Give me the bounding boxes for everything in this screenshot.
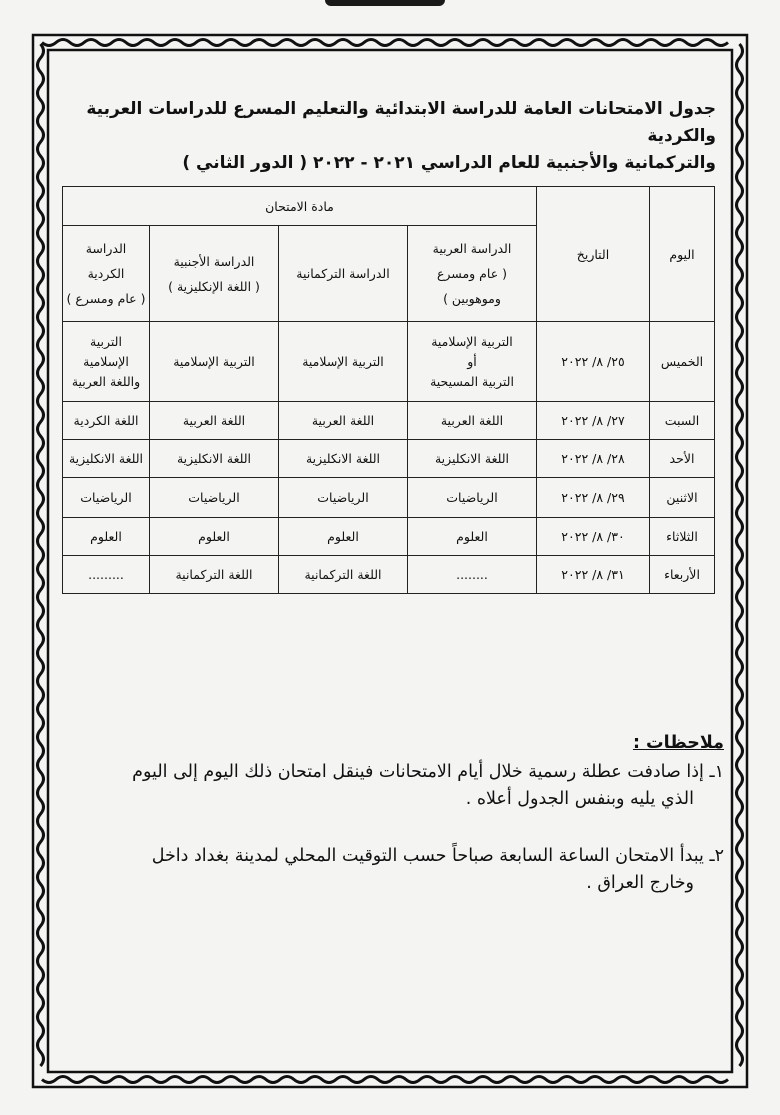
kurdish-subject-cell: اللغة الانكليزية	[63, 440, 150, 478]
kurdish-subject-cell: العلوم	[63, 518, 150, 556]
document-title	[66, 96, 716, 177]
foreign-subject-cell: اللغة التركمانية	[150, 556, 279, 594]
date-cell: ٢٩/ ٨/ ٢٠٢٢	[537, 478, 650, 518]
table-row	[63, 440, 715, 478]
note-2	[64, 843, 724, 897]
foreign-subject-cell: العلوم	[150, 518, 279, 556]
day-cell: الثلاثاء	[650, 518, 715, 556]
kurdish-subject-cell: الرياضيات	[63, 478, 150, 518]
date-cell: ٣٠/ ٨/ ٢٠٢٢	[537, 518, 650, 556]
turkmen-subject-cell: اللغة التركمانية	[279, 556, 408, 594]
arabic-subject-cell: الرياضيات	[408, 478, 537, 518]
turkmen-subject-cell: التربية الإسلامية	[279, 322, 408, 402]
table-row	[63, 556, 715, 594]
note-1-line-1: ١ـ إذا صادفت عطلة رسمية خلال أيام الامتحانات فينقل امتحان ذلك اليوم إلى اليوم	[132, 762, 724, 782]
table-row	[63, 478, 715, 518]
day-column-header: اليوم	[650, 187, 715, 322]
notes-section	[64, 730, 724, 897]
foreign-study-header-line: ( اللغة الإنكليزية )	[168, 278, 260, 294]
kurdish-subject-cell: اللغة الكردية	[63, 402, 150, 440]
day-cell: السبت	[650, 402, 715, 440]
schedule-body	[63, 322, 715, 594]
foreign-subject-cell: الرياضيات	[150, 478, 279, 518]
day-cell: الاثنين	[650, 478, 715, 518]
foreign-subject-cell: اللغة العربية	[150, 402, 279, 440]
turkmen-subject-cell: اللغة العربية	[279, 402, 408, 440]
foreign-study-header	[150, 226, 279, 322]
day-cell: الأحد	[650, 440, 715, 478]
turkmen-study-header	[279, 226, 408, 322]
subject-group-header: مادة الامتحان	[63, 187, 537, 226]
turkmen-subject-cell: اللغة الانكليزية	[279, 440, 408, 478]
day-cell: الخميس	[650, 322, 715, 402]
note-1-line-2: الذي يليه وبنفس الجدول أعلاه .	[465, 789, 694, 809]
date-cell: ٢٧/ ٨/ ٢٠٢٢	[537, 402, 650, 440]
note-1	[64, 759, 724, 813]
arabic-study-header-line: الدراسة العربية	[432, 241, 512, 256]
table-row	[63, 518, 715, 556]
arabic-study-header-line: وموهوبين )	[443, 291, 501, 306]
day-cell: الأربعاء	[650, 556, 715, 594]
turkmen-subject-cell: الرياضيات	[279, 478, 408, 518]
top-edge-mark	[325, 0, 445, 6]
kurdish-study-header-line: الدراسة الكردية	[85, 241, 127, 281]
title-line-1: جدول الامتحانات العامة للدراسة الابتدائية والتعليم المسرع للدراسات العربية والكردية	[86, 99, 716, 146]
page-content	[52, 50, 728, 1070]
arabic-subject-cell: ........	[408, 556, 537, 594]
arabic-subject-cell: التربية الإسلامية أو التربية المسيحية	[408, 322, 537, 402]
foreign-subject-cell: التربية الإسلامية	[150, 322, 279, 402]
title-line-2: والتركمانية والأجنبية للعام الدراسي ٢٠٢١ - ٢٠٢٢ ( الدور الثاني )	[182, 153, 716, 173]
date-column-header: التاريخ	[537, 187, 650, 322]
notes-title: ملاحظات :	[632, 733, 724, 753]
kurdish-subject-cell: .........	[63, 556, 150, 594]
turkmen-study-header-line: الدراسة التركمانية	[296, 266, 390, 281]
kurdish-study-header-line: ( عام ومسرع )	[66, 291, 146, 306]
date-cell: ٢٨/ ٨/ ٢٠٢٢	[537, 440, 650, 478]
arabic-study-header	[408, 226, 537, 322]
date-cell: ٢٥/ ٨/ ٢٠٢٢	[537, 322, 650, 402]
table-row	[63, 322, 715, 402]
foreign-study-header-line: الدراسة الأجنبية	[173, 253, 255, 269]
table-row	[63, 402, 715, 440]
turkmen-subject-cell: العلوم	[279, 518, 408, 556]
note-2-line-1: ٢ـ يبدأ الامتحان الساعة السابعة صباحاً حسب التوقيت المحلي لمدينة بغداد داخل	[151, 846, 724, 866]
arabic-study-header-line: ( عام ومسرع	[436, 266, 508, 281]
note-2-line-2: وخارج العراق .	[586, 873, 694, 893]
kurdish-subject-cell: التربية الإسلامية واللغة العربية	[63, 322, 150, 402]
arabic-subject-cell: اللغة العربية	[408, 402, 537, 440]
kurdish-study-header	[63, 226, 150, 322]
arabic-subject-cell: العلوم	[408, 518, 537, 556]
exam-schedule-table	[62, 186, 715, 594]
arabic-subject-cell: اللغة الانكليزية	[408, 440, 537, 478]
date-cell: ٣١/ ٨/ ٢٠٢٢	[537, 556, 650, 594]
foreign-subject-cell: اللغة الانكليزية	[150, 440, 279, 478]
